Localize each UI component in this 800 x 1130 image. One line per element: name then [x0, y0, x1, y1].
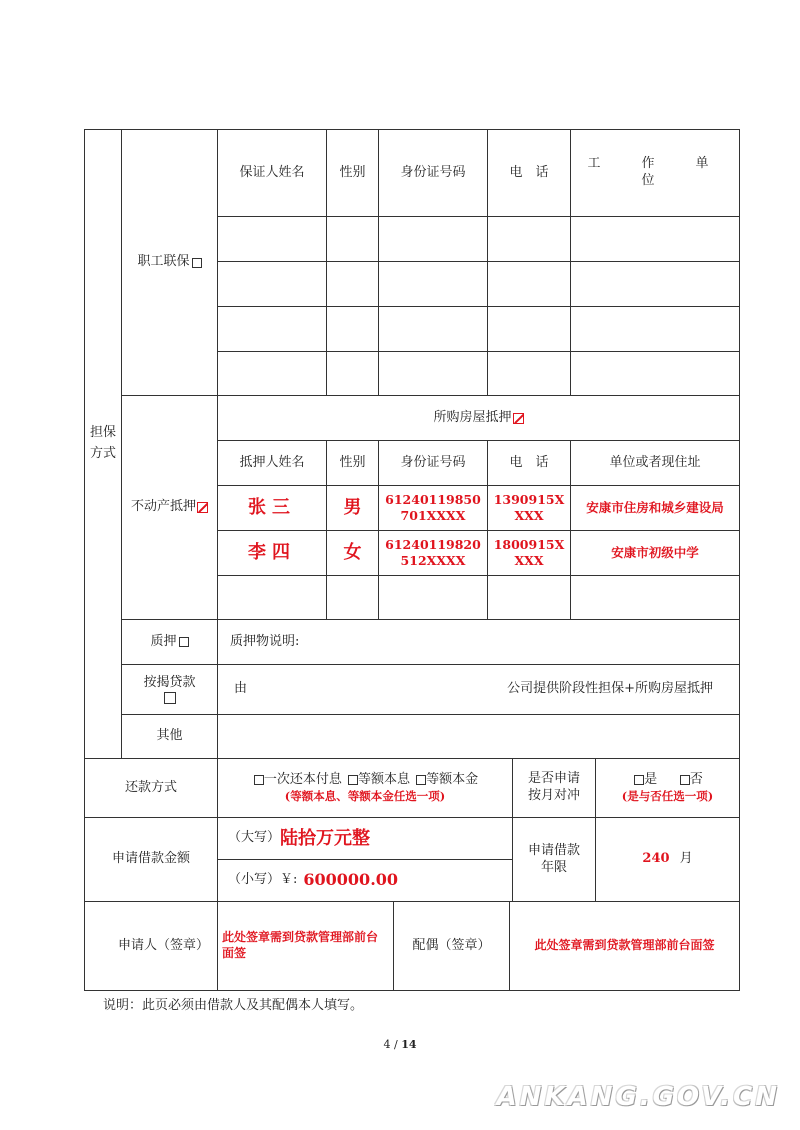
mortgagor-name[interactable]: 李四 [217, 530, 327, 576]
loan-term-value[interactable]: 240 [642, 851, 670, 867]
guarantor-cell[interactable] [217, 306, 327, 352]
spouse-signature-field[interactable]: 此处签章需到贷款管理部前台面签 [509, 901, 740, 991]
mortgagor-gender[interactable]: 男 [326, 485, 379, 531]
mortgage-loan-text: 公司提供阶段性担保+所购房屋抵押 [507, 681, 713, 697]
equal-principal-checkbox[interactable] [416, 775, 426, 785]
guarantor-cell[interactable] [487, 216, 571, 262]
repayment-hint: (等额本息、等额本金任选一项) [284, 788, 446, 803]
equal-principal-label: 等额本金 [426, 772, 479, 788]
applicant-signature-field[interactable]: 此处签章需到贷款管理部前台面签 [217, 901, 394, 991]
guarantor-cell[interactable] [487, 261, 571, 307]
guarantor-cell[interactable] [570, 261, 740, 307]
other-label: 其他 [121, 714, 218, 759]
page-total: 14 [401, 1038, 417, 1051]
mortgagor-id[interactable]: 61240119820512XXXX [378, 530, 488, 576]
guarantor-cell[interactable] [326, 351, 379, 396]
guarantor-id-header: 身份证号码 [378, 129, 488, 217]
repayment-option-list[interactable] [252, 772, 478, 789]
mortgagor-cell[interactable] [378, 575, 488, 620]
upper-value[interactable]: 陆拾万元整 [280, 827, 371, 849]
guarantor-phone-header: 电 话 [487, 129, 571, 217]
mortgagor-id[interactable]: 61240119850701XXXX [378, 485, 488, 531]
spouse-signature-label: 配偶（签章） [393, 901, 510, 991]
employee-guarantee-label[interactable]: 职工联保 [121, 129, 218, 396]
guarantor-cell[interactable] [570, 306, 740, 352]
mortgagor-gender-header: 性别 [326, 440, 379, 486]
mortgagor-gender[interactable]: 女 [326, 530, 379, 576]
employee-guarantee-checkbox[interactable] [192, 258, 202, 268]
no-checkbox[interactable] [680, 775, 690, 785]
equal-installment-checkbox[interactable] [348, 775, 358, 785]
guarantor-gender-header: 性别 [326, 129, 379, 217]
page-current: 4 [383, 1038, 391, 1051]
guarantor-cell[interactable] [570, 351, 740, 396]
guarantor-cell[interactable] [217, 351, 327, 396]
guarantor-cell[interactable] [378, 216, 488, 262]
mortgagor-name[interactable]: 张三 [217, 485, 327, 531]
lower-label: （小写）￥: [228, 872, 298, 888]
mortgagor-cell[interactable] [217, 575, 327, 620]
guarantor-cell[interactable] [378, 351, 488, 396]
mortgage-loan-label[interactable]: 按揭贷款 [121, 664, 218, 715]
mortgagor-cell[interactable] [487, 575, 571, 620]
monthly-offset-label: 是否申请按月对冲 [512, 758, 596, 818]
guarantor-cell[interactable] [378, 306, 488, 352]
lower-value[interactable]: 600000.00 [303, 870, 399, 890]
form-note: 说明：此页必须由借款人及其配偶本人填写。 [103, 998, 364, 1013]
site-watermark: ANKANG.GOV.CN [496, 1082, 780, 1112]
mortgage-loan-checkbox[interactable] [164, 692, 176, 704]
guarantor-cell[interactable] [326, 306, 379, 352]
repayment-label: 还款方式 [84, 758, 218, 818]
yes-checkbox[interactable] [634, 775, 644, 785]
guarantor-cell[interactable] [487, 351, 571, 396]
guarantor-cell[interactable] [326, 216, 379, 262]
mortgagor-phone-header: 电 话 [487, 440, 571, 486]
mortgage-loan-detail[interactable] [217, 664, 740, 715]
loan-amount-label: 申请借款金额 [84, 817, 218, 902]
guarantee-method-label: 担保方式 [84, 129, 122, 759]
pledge-checkbox[interactable] [179, 637, 189, 647]
pledge-label[interactable]: 质押 [121, 619, 218, 665]
page-number [0, 1038, 800, 1051]
loan-term-field[interactable] [595, 817, 740, 902]
mortgagor-phone[interactable]: 1390915XXXX [487, 485, 571, 531]
guarantor-cell[interactable] [326, 261, 379, 307]
mortgagor-address-header: 单位或者现住址 [570, 440, 740, 486]
lump-sum-checkbox[interactable] [254, 775, 264, 785]
mortgage-loan-prefix: 由 [234, 681, 248, 697]
yes-no-hint: (是与否任选一项) [621, 788, 714, 803]
mortgagor-phone[interactable]: 1800915XXXX [487, 530, 571, 576]
guarantor-cell[interactable] [217, 261, 327, 307]
mortgagor-name-header: 抵押人姓名 [217, 440, 327, 486]
applicant-signature-label: 申请人（签章） [84, 901, 218, 991]
mortgagor-id-header: 身份证号码 [378, 440, 488, 486]
purchased-house-mortgage[interactable]: 所购房屋抵押 [217, 395, 740, 441]
equal-installment-label: 等额本息 [357, 772, 410, 788]
guarantor-cell[interactable] [487, 306, 571, 352]
page-separator: / [390, 1038, 402, 1051]
other-field[interactable] [217, 714, 740, 759]
guarantor-cell[interactable] [570, 216, 740, 262]
no-label: 否 [689, 772, 703, 788]
monthly-offset-options[interactable] [595, 758, 740, 818]
repayment-options[interactable] [217, 758, 513, 818]
mortgagor-address[interactable]: 安康市初级中学 [570, 530, 740, 576]
real-estate-checked-icon[interactable] [197, 502, 208, 513]
loan-amount-lower[interactable] [217, 859, 513, 902]
lump-sum-label: 一次还本付息 [263, 772, 342, 788]
loan-term-unit: 月 [679, 851, 693, 867]
real-estate-mortgage-label[interactable]: 不动产抵押 [121, 395, 218, 620]
guarantor-cell[interactable] [217, 216, 327, 262]
mortgagor-cell[interactable] [570, 575, 740, 620]
guarantor-cell[interactable] [378, 261, 488, 307]
purchased-house-checked-icon[interactable] [513, 413, 524, 424]
guarantor-name-header: 保证人姓名 [217, 129, 327, 217]
guarantor-workplace-header: 工 作 单 位 [570, 129, 740, 217]
upper-label: （大写） [228, 830, 281, 846]
mortgagor-cell[interactable] [326, 575, 379, 620]
pledge-description-label[interactable]: 质押物说明: [217, 619, 740, 665]
yes-label: 是 [644, 772, 658, 788]
loan-application-form [84, 129, 750, 991]
mortgagor-address[interactable]: 安康市住房和城乡建设局 [570, 485, 740, 531]
loan-term-label: 申请借款年限 [512, 817, 596, 902]
loan-amount-upper[interactable] [217, 817, 513, 860]
